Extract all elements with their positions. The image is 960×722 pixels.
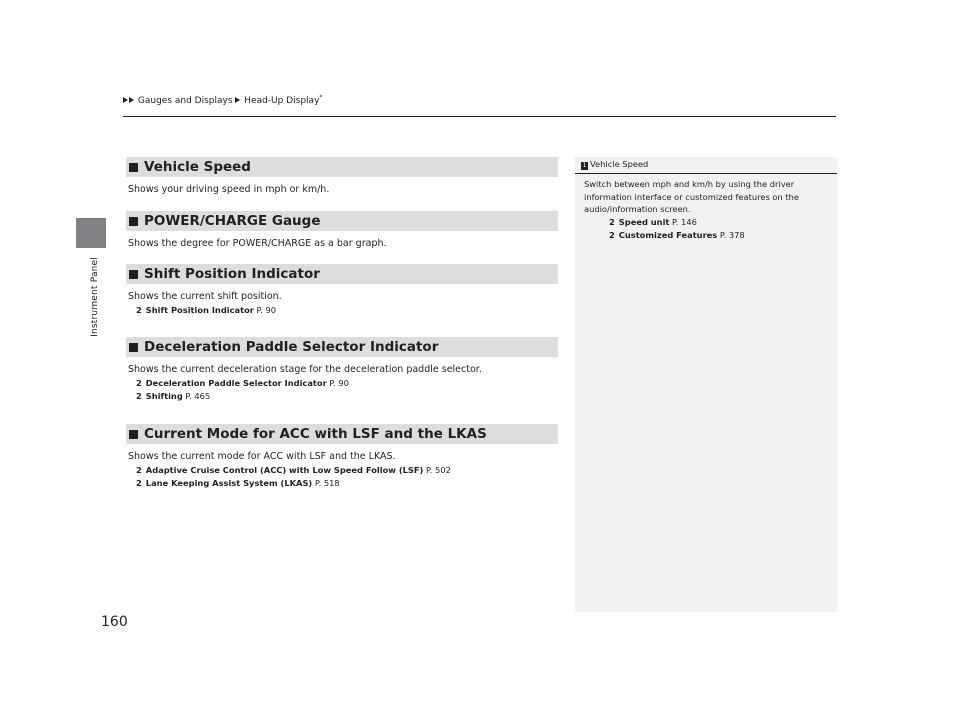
chapter-label: Instrument Panel [90, 257, 100, 337]
section-heading: Current Mode for ACC with LSF and the LKAS [126, 424, 558, 444]
main-content [126, 157, 558, 488]
sidebar-title: 1 Vehicle Speed [575, 157, 837, 174]
heading-marker-icon [129, 217, 138, 226]
header-rule [123, 116, 836, 117]
breadcrumb [123, 94, 322, 106]
optional-asterisk: * [319, 94, 323, 101]
reference-arrow-icon: 2 [136, 465, 142, 475]
breadcrumb-arrow-icon [235, 97, 240, 103]
page-number: 160 [101, 614, 128, 630]
cross-reference-link[interactable]: 2 Customized Features P. 378 [609, 229, 745, 240]
section-heading: Deceleration Paddle Selector Indicator [126, 337, 558, 357]
section-text: Shows the current deceleration stage for the deceleration paddle selector. [128, 364, 482, 375]
reference-arrow-icon: 2 [609, 229, 615, 240]
cross-reference-link[interactable]: 2 Adaptive Cruise Control (ACC) with Low Speed Follow (LSF) P. 502 [136, 465, 451, 475]
reference-arrow-icon: 2 [136, 378, 142, 388]
heading-marker-icon [129, 430, 138, 439]
reference-arrow-icon: 2 [136, 305, 142, 315]
section-text: Shows the degree for POWER/CHARGE as a bar graph. [128, 238, 387, 249]
heading-marker-icon [129, 270, 138, 279]
reference-arrow-icon: 2 [136, 391, 142, 401]
section-heading: Vehicle Speed [126, 157, 558, 177]
sidebar-note [575, 157, 837, 612]
cross-reference-link[interactable]: 2 Speed unit P. 146 [609, 216, 697, 227]
breadcrumb-arrow-icon [123, 97, 128, 103]
chapter-tab [76, 218, 106, 248]
cross-reference-link[interactable]: 2 Shift Position Indicator P. 90 [136, 305, 277, 315]
heading-marker-icon [129, 343, 138, 352]
sidebar-text: Switch between mph and km/h by using the driver information interface or customized features on the audio/information screen. [584, 179, 800, 214]
breadcrumb-item-gauges[interactable]: Gauges and Displays [137, 96, 233, 106]
section-heading: Shift Position Indicator [126, 264, 558, 284]
heading-marker-icon [129, 163, 138, 172]
reference-arrow-icon: 2 [136, 478, 142, 488]
note-marker-icon: 1 [582, 162, 587, 169]
cross-reference-link[interactable]: 2 Shifting P. 465 [136, 391, 211, 401]
section-text: Shows your driving speed in mph or km/h. [128, 184, 330, 195]
section-text: Shows the current mode for ACC with LSF and the LKAS. [128, 451, 396, 462]
section-text: Shows the current shift position. [128, 291, 282, 302]
cross-reference-link[interactable]: 2 Deceleration Paddle Selector Indicator P. 90 [136, 378, 349, 388]
cross-reference-link[interactable]: 2 Lane Keeping Assist System (LKAS) P. 518 [136, 478, 340, 488]
breadcrumb-arrow-icon [129, 97, 134, 103]
reference-arrow-icon: 2 [609, 216, 615, 227]
breadcrumb-item-hud[interactable]: Head-Up Display [244, 96, 320, 106]
section-heading: POWER/CHARGE Gauge [126, 211, 558, 231]
